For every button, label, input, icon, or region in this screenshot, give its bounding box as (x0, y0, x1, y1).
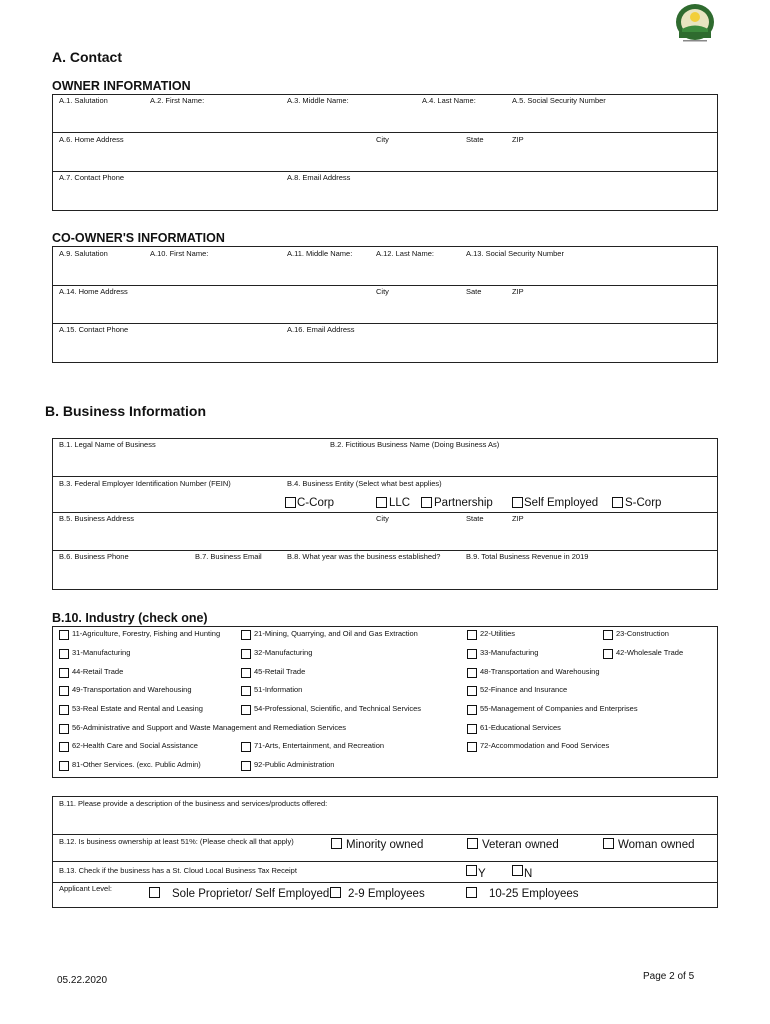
veteran-owned-checkbox[interactable] (467, 838, 478, 849)
industry-62-label: 62-Health Care and Social Assistance (72, 741, 198, 750)
partnership-label: Partnership (434, 497, 493, 509)
industry-71-checkbox[interactable] (241, 742, 251, 752)
co-contact-phone-field[interactable]: A.15. Contact Phone (59, 325, 129, 334)
co-first-name-field[interactable]: A.10. First Name: (150, 249, 209, 258)
business-phone-field[interactable]: B.6. Business Phone (59, 552, 129, 561)
industry-92-checkbox[interactable] (241, 761, 251, 771)
industry-49-label: 49-Transportation and Warehousing (72, 685, 192, 694)
industry-51-label: 51-Information (254, 685, 303, 694)
co-last-name-field[interactable]: A.12. Last Name: (376, 249, 434, 258)
co-zip-field[interactable]: ZIP (512, 287, 524, 296)
industry-61-label: 61-Educational Services (480, 723, 561, 732)
woman-owned-label: Woman owned (618, 839, 695, 851)
minority-owned-label: Minority owned (346, 839, 424, 851)
industry-23-checkbox[interactable] (603, 630, 613, 640)
fein-field[interactable]: B.3. Federal Employer Identification Number (FEIN) (59, 479, 231, 488)
llc-checkbox[interactable] (376, 497, 387, 508)
business-state-field[interactable]: State (466, 514, 484, 523)
industry-33-checkbox[interactable] (467, 649, 477, 659)
industry-23-label: 23-Construction (616, 629, 669, 638)
s-corp-label: S-Corp (625, 497, 662, 509)
industry-54-checkbox[interactable] (241, 705, 251, 715)
self-employed-label: Self Employed (524, 497, 599, 509)
page-number: Page 2 of 5 (643, 971, 695, 982)
industry-81-checkbox[interactable] (59, 761, 69, 771)
contact-phone-field[interactable]: A.7. Contact Phone (59, 173, 125, 182)
co-city-field[interactable]: City (376, 287, 389, 296)
co-state-field[interactable]: Sate (466, 287, 482, 296)
industry-21-checkbox[interactable] (241, 630, 251, 640)
tax-receipt-no-checkbox[interactable] (512, 865, 523, 876)
industry-22-label: 22-Utilities (480, 629, 516, 638)
divider (52, 285, 718, 286)
industry-42-label: 42-Wholesale Trade (616, 648, 684, 657)
industry-45-checkbox[interactable] (241, 668, 251, 678)
industry-81-label: 81-Other Services. (exc. Public Admin) (72, 760, 201, 769)
divider (52, 861, 718, 862)
state-field[interactable]: State (466, 135, 484, 144)
industry-44-label: 44-Retail Trade (72, 667, 124, 676)
sole-proprietor-checkbox[interactable] (149, 887, 160, 898)
partnership-checkbox[interactable] (421, 497, 432, 508)
divider (52, 171, 718, 172)
c-corp-checkbox[interactable] (285, 497, 296, 508)
employees-10-25-label: 10-25 Employees (489, 888, 579, 900)
email-field[interactable]: A.8. Email Address (287, 173, 351, 182)
business-address-field[interactable]: B.5. Business Address (59, 514, 135, 523)
tax-receipt-label: B.13. Check if the business has a St. Cloud Local Business Tax Receipt (59, 866, 297, 875)
self-employed-checkbox[interactable] (512, 497, 523, 508)
industry-49-checkbox[interactable] (59, 686, 69, 696)
woman-owned-checkbox[interactable] (603, 838, 614, 849)
owner-info-heading: OWNER INFORMATION (52, 79, 191, 93)
co-email-field[interactable]: A.16. Email Address (287, 325, 355, 334)
industry-55-checkbox[interactable] (467, 705, 477, 715)
industry-48-checkbox[interactable] (467, 668, 477, 678)
divider (52, 476, 718, 477)
employees-2-9-checkbox[interactable] (330, 887, 341, 898)
industry-56-label: 56-Administrative and Support and Waste Management and Remediation Services (72, 723, 347, 732)
industry-62-checkbox[interactable] (59, 742, 69, 752)
total-revenue-field[interactable]: B.9. Total Business Revenue in 2019 (466, 552, 589, 561)
industry-heading: B.10. Industry (check one) (52, 611, 208, 625)
industry-72-checkbox[interactable] (467, 742, 477, 752)
co-middle-name-field[interactable]: A.11. Middle Name: (287, 249, 353, 258)
sole-proprietor-label: Sole Proprietor/ Self Employed (172, 888, 330, 900)
industry-11-label: 11-Agriculture, Forestry, Fishing and Hunting (72, 629, 221, 638)
industry-52-label: 52-Finance and Insurance (480, 685, 568, 694)
industry-32-label: 32-Manufacturing (254, 648, 313, 657)
industry-72-label: 72-Accommodation and Food Services (480, 741, 610, 750)
ssn-field[interactable]: A.5. Social Security Number (512, 96, 606, 105)
divider (52, 882, 718, 883)
applicant-level-label: Applicant Level: (59, 884, 112, 893)
section-a-title: A. Contact (52, 49, 122, 65)
business-description-field[interactable]: B.11. Please provide a description of the business and services/products offered: (59, 799, 328, 808)
industry-22-checkbox[interactable] (467, 630, 477, 640)
industry-11-checkbox[interactable] (59, 630, 69, 640)
footer-date: 05.22.2020 (57, 975, 108, 986)
industry-71-label: 71-Arts, Entertainment, and Recreation (254, 741, 385, 750)
last-name-field[interactable]: A.4. Last Name: (422, 96, 476, 105)
employees-10-25-checkbox[interactable] (466, 887, 477, 898)
llc-label: LLC (389, 497, 411, 509)
city-seal-logo (672, 2, 718, 44)
divider (52, 132, 718, 133)
employees-2-9-label: 2-9 Employees (348, 888, 425, 900)
divider (52, 323, 718, 324)
first-name-field[interactable]: A.2. First Name: (150, 96, 205, 105)
minority-owned-checkbox[interactable] (331, 838, 342, 849)
industry-31-label: 31-Manufacturing (72, 648, 131, 657)
section-b-title: B. Business Information (45, 403, 207, 419)
industry-53-checkbox[interactable] (59, 705, 69, 715)
industry-55-label: 55-Management of Companies and Enterprises (480, 704, 638, 713)
industry-54-label: 54-Professional, Scientific, and Technical Services (254, 704, 422, 713)
industry-45-label: 45-Retail Trade (254, 667, 306, 676)
legal-name-field[interactable]: B.1. Legal Name of Business (59, 440, 156, 449)
ownership-label: B.12. Is business ownership at least 51%: (Please check all that apply) (59, 837, 294, 846)
divider (52, 550, 718, 551)
coowner-info-heading: CO-OWNER'S INFORMATION (52, 231, 225, 245)
owner-info-table (52, 94, 718, 211)
industry-92-label: 92-Public Administration (254, 760, 335, 769)
city-field[interactable]: City (376, 135, 389, 144)
business-entity-label: B.4. Business Entity (Select what best applies) (287, 479, 442, 488)
c-corp-label: C-Corp (297, 497, 335, 509)
year-established-field[interactable]: B.8. What year was the business established? (287, 552, 441, 561)
industry-44-checkbox[interactable] (59, 668, 69, 678)
business-email-field[interactable]: B.7. Business Email (195, 552, 262, 561)
s-corp-checkbox[interactable] (612, 497, 623, 508)
industry-52-checkbox[interactable] (467, 686, 477, 696)
industry-32-checkbox[interactable] (241, 649, 251, 659)
industry-51-checkbox[interactable] (241, 686, 251, 696)
industry-21-label: 21-Mining, Quarrying, and Oil and Gas Extraction (254, 629, 418, 638)
fictitious-name-field[interactable]: B.2. Fictitious Business Name (Doing Business As) (330, 440, 500, 449)
divider (52, 512, 718, 513)
middle-name-field[interactable]: A.3. Middle Name: (287, 96, 349, 105)
industry-42-checkbox[interactable] (603, 649, 613, 659)
home-address-field[interactable]: A.6. Home Address (59, 135, 124, 144)
zip-field[interactable]: ZIP (512, 135, 524, 144)
co-salutation-field[interactable]: A.9. Salutation (59, 249, 108, 258)
business-zip-field[interactable]: ZIP (512, 514, 524, 523)
salutation-field[interactable]: A.1. Salutation (59, 96, 108, 105)
co-ssn-field[interactable]: A.13. Social Security Number (466, 249, 564, 258)
industry-33-label: 33-Manufacturing (480, 648, 539, 657)
business-city-field[interactable]: City (376, 514, 389, 523)
industry-48-label: 48-Transportation and Warehousing (480, 667, 600, 676)
veteran-owned-label: Veteran owned (482, 839, 559, 851)
tax-receipt-yes-label: Y (478, 868, 486, 880)
industry-31-checkbox[interactable] (59, 649, 69, 659)
tax-receipt-yes-checkbox[interactable] (466, 865, 477, 876)
coowner-info-table (52, 246, 718, 363)
industry-61-checkbox[interactable] (467, 724, 477, 734)
industry-56-checkbox[interactable] (59, 724, 69, 734)
industry-53-label: 53-Real Estate and Rental and Leasing (72, 704, 203, 713)
divider (52, 834, 718, 835)
tax-receipt-no-label: N (524, 868, 533, 880)
co-home-address-field[interactable]: A.14. Home Address (59, 287, 128, 296)
